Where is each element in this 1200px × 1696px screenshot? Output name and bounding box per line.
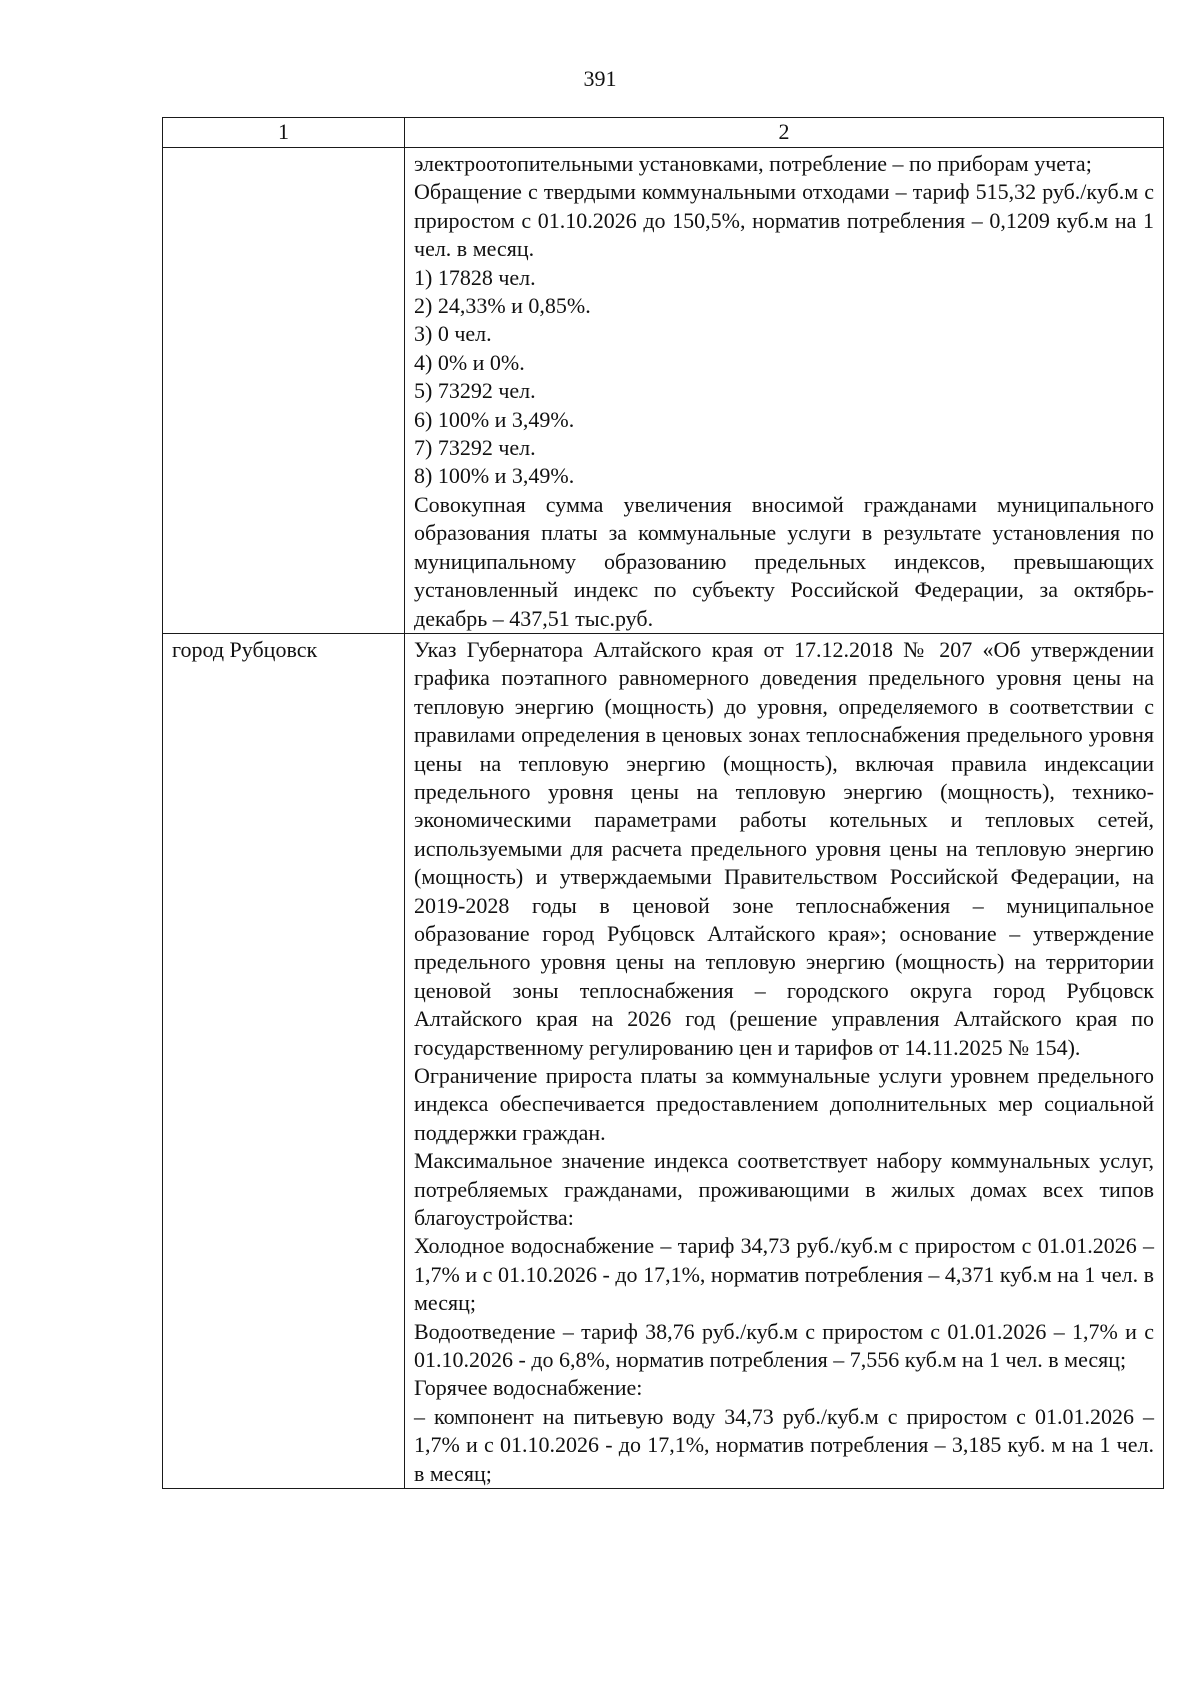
table-header-row — [163, 118, 1164, 148]
paragraph: Холодное водоснабжение – тариф 34,73 руб./куб.м с приростом с 01.01.2026 – 1,7% и с 01.10.2026 - до 17,1%, норматив потребления – 4,371 куб.м на 1 чел. в месяц; — [414, 1233, 1154, 1316]
list-item: 4) 0% и 0%. — [414, 349, 525, 375]
column-header-1: 1 — [163, 118, 405, 148]
paragraph: электроотопительными установками, потребление – по приборам учета; — [414, 151, 1092, 176]
list-item: 3) 0 чел. — [414, 321, 492, 347]
paragraph: Указ Губернатора Алтайского края от 17.12.2018 № 207 «Об утверждении графика поэтапного равномерного доведения предельного уровня цены на тепловую энергию (мощность) до уровня, определяемого в соответствии с правилами определения в ценовых зонах теплоснабжения предельного уровня цены на тепловую энергию (мощность), включая правила индексации предельного уровня цены на тепловую энергию (мощность), технико-экономическими параметрами работы котельных и тепловых сетей, используемыми для расчета предельного уровня цены на тепловую энергию (мощность) и утверждаемыми Правительством Российской Федерации, на 2019-2028 годы в ценовой зоне теплоснабжения – муниципальное образование город Рубцовск Алтайского края»; основание – утверждение предельного уровня цены на тепловую энергию (мощность) на территории ценовой зоны теплоснабжения – городского округа город Рубцовск Алтайского края на 2026 год (решение управления Алтайского края по государственному регулированию цен и тарифов от 14.11.2025 № 154). — [414, 636, 1154, 1060]
description-cell — [405, 633, 1164, 1488]
document-table — [162, 117, 1164, 1489]
list-item: 5) 73292 чел. — [414, 378, 536, 404]
municipality-cell — [163, 148, 405, 634]
paragraph: Горячее водоснабжение: — [414, 1375, 643, 1401]
column-header-2: 2 — [405, 118, 1164, 148]
list-item: 6) 100% и 3,49%. — [414, 406, 575, 432]
page-number: 391 — [583, 66, 617, 91]
municipality-cell: город Рубцовск — [163, 633, 405, 1488]
list-item: 7) 73292 чел. — [414, 435, 536, 461]
paragraph: Ограничение прироста платы за коммунальные услуги уровнем предельного индекса обеспечивается предоставлением дополнительных мер социальной поддержки граждан. — [414, 1063, 1154, 1145]
list-item: 2) 24,33% и 0,85%. — [414, 293, 591, 319]
paragraph: Максимальное значение индекса соответствует набору коммунальных услуг, потребляемых гражданами, проживающими в жилых домах всех типов благоустройства: — [414, 1148, 1154, 1231]
paragraph: Водоотведение – тариф 38,76 руб./куб.м с приростом с 01.01.2026 – 1,7% и с 01.10.2026 - до 6,8%, норматив потребления – 7,556 куб.м на 1 чел. в месяц; — [414, 1318, 1154, 1373]
table-row — [163, 148, 1164, 634]
table-row — [163, 633, 1164, 1488]
paragraph: – компонент на питьевую воду 34,73 руб./куб.м с приростом с 01.01.2026 – 1,7% и с 01.10.2026 - до 17,1%, норматив потребления – 3,185 куб. м на 1 чел. в месяц; — [414, 1403, 1154, 1486]
paragraph: Совокупная сумма увеличения вносимой гражданами муниципального образования платы за коммунальные услуги в результате установления по муниципальному образованию предельных индексов, превышающих установленный индекс по субъекту Российской Федерации, за октябрь-декабрь – 437,51 тыс.руб. — [414, 491, 1154, 631]
paragraph: Обращение с твердыми коммунальными отходами – тариф 515,32 руб./куб.м с приростом с 01.10.2026 до 150,5%, норматив потребления – 0,1209 куб.м на 1 чел. в месяц. — [414, 179, 1154, 262]
list-item: 8) 100% и 3,49%. — [414, 463, 575, 489]
list-item: 1) 17828 чел. — [414, 264, 536, 290]
description-cell — [405, 148, 1164, 634]
